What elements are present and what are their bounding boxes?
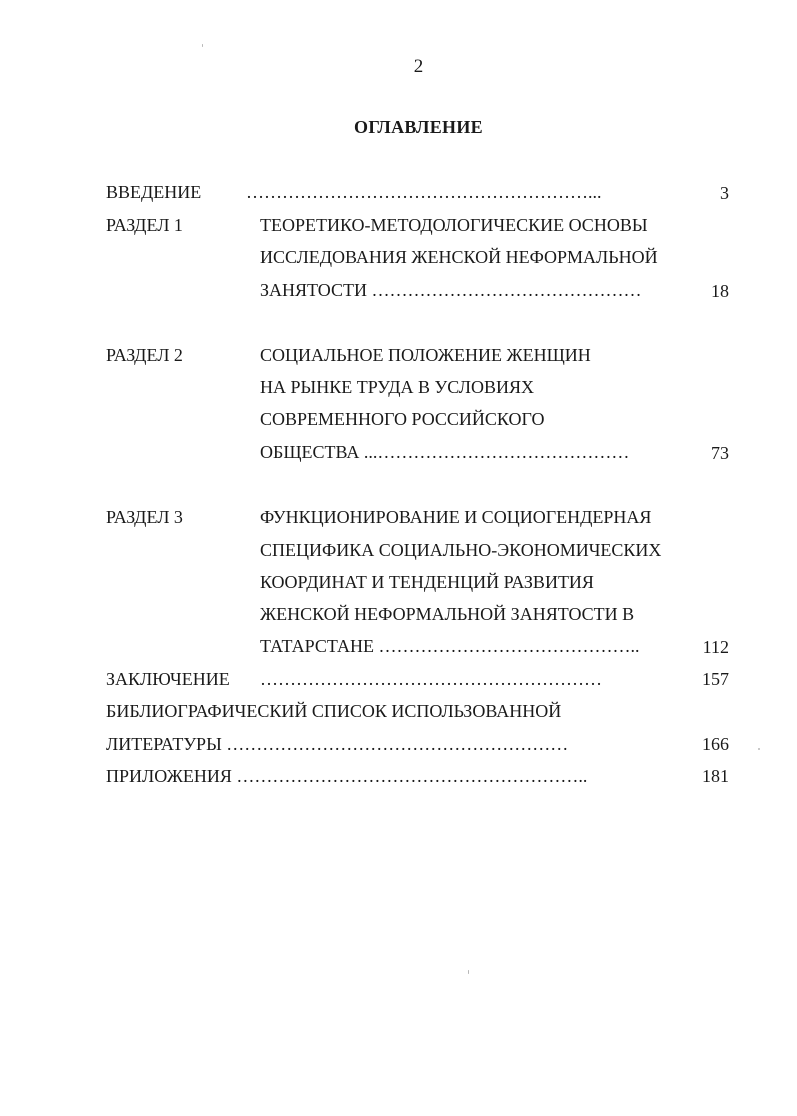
entry-page-number: 166 (702, 734, 729, 754)
entry-label: РАЗДЕЛ 3 (106, 507, 183, 527)
leader-dots: …………………………………………………... (246, 182, 602, 202)
entry-title-line: ФУНКЦИОНИРОВАНИЕ И СОЦИОГЕНДЕРНАЯ (260, 507, 652, 527)
entry-title-line: СОЦИАЛЬНОЕ ПОЛОЖЕНИЕ ЖЕНЩИН (260, 345, 591, 365)
toc-title: ОГЛАВЛЕНИЕ (354, 117, 483, 137)
entry-page-number: 18 (711, 281, 729, 301)
entry-title-line: ЗАНЯТОСТИ ……………………………………… (260, 280, 642, 300)
entry-page-number: 73 (711, 443, 729, 463)
entry-title-line: СОВРЕМЕННОГО РОССИЙСКОГО (260, 409, 545, 429)
entry-label: ПРИЛОЖЕНИЯ ………………………………………………….. (106, 766, 588, 786)
entry-title-line: КООРДИНАТ И ТЕНДЕНЦИЙ РАЗВИТИЯ (260, 572, 594, 592)
entry-label: ВВЕДЕНИЕ (106, 182, 202, 202)
entry-title-line: ЖЕНСКОЙ НЕФОРМАЛЬНОЙ ЗАНЯТОСТИ В (260, 604, 635, 624)
entry-title-line: НА РЫНКЕ ТРУДА В УСЛОВИЯХ (260, 377, 534, 397)
entry-label: РАЗДЕЛ 2 (106, 345, 183, 365)
entry-label: РАЗДЕЛ 1 (106, 215, 183, 235)
entry-title-line: ТЕОРЕТИКО-МЕТОДОЛОГИЧЕСКИЕ ОСНОВЫ (260, 215, 648, 235)
leader-dots: ………………………………………………… (260, 669, 602, 689)
scan-speck (202, 44, 203, 47)
entry-page-number: 112 (702, 637, 729, 657)
entry-page-number: 3 (720, 183, 729, 203)
scan-speck (468, 970, 469, 974)
entry-title-line: ЛИТЕРАТУРЫ ………………………………………………… (106, 734, 569, 754)
entry-title-line: БИБЛИОГРАФИЧЕСКИЙ СПИСОК ИСПОЛЬЗОВАННОЙ (106, 701, 562, 721)
scan-speck (758, 748, 760, 750)
entry-title-line: ИССЛЕДОВАНИЯ ЖЕНСКОЙ НЕФОРМАЛЬНОЙ (260, 247, 658, 267)
entry-title-line: ТАТАРСТАНЕ …………………………………….. (260, 636, 640, 656)
entry-page-number: 157 (702, 669, 729, 689)
entry-title-line: СПЕЦИФИКА СОЦИАЛЬНО-ЭКОНОМИЧЕСКИХ (260, 540, 662, 560)
page-number: 2 (413, 56, 424, 77)
entry-title-line: ОБЩЕСТВА ...…………………………………… (260, 442, 630, 462)
entry-page-number: 181 (702, 766, 729, 786)
entry-label: ЗАКЛЮЧЕНИЕ (106, 669, 230, 689)
